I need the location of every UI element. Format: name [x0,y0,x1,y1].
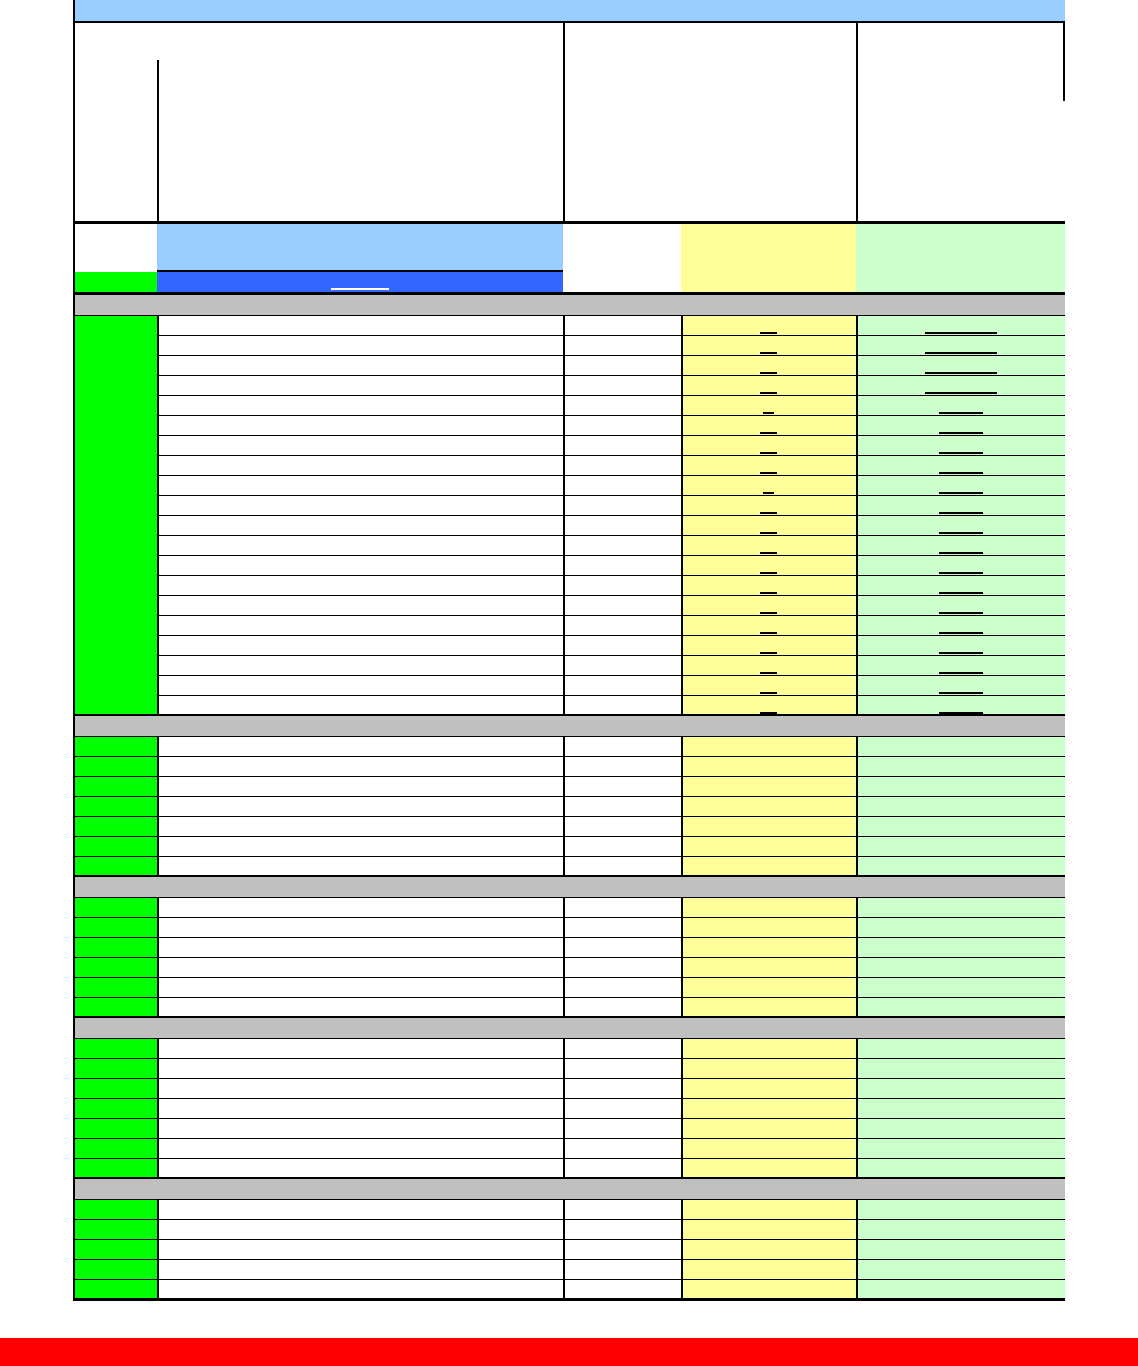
col-sep [856,1200,858,1300]
row-col-e-underline [939,472,983,474]
row-col-e-underline [939,592,983,594]
row-col-d-underline [760,452,777,454]
row-col-d [681,898,856,918]
row-col-d-underline [760,392,777,394]
row-col-e-underline [939,552,983,554]
row-green-cell [73,737,157,757]
col-sep [157,737,159,877]
row-col-c [563,416,681,436]
row-col-e-underline [925,372,997,374]
row-col-d-underline [760,632,777,634]
row-label-cell [157,616,563,636]
row-col-c [563,576,681,596]
row-col-e [856,1240,1065,1260]
row-label-cell [157,576,563,596]
section-header [73,877,1065,898]
subheader-green [73,272,157,293]
row-label-cell [157,1260,563,1280]
row-col-d [681,978,856,998]
col-sep [157,1200,159,1300]
row-col-d [681,1159,856,1179]
row-label-cell [157,1240,563,1260]
row-col-c [563,998,681,1018]
row-label-cell [157,817,563,837]
header-sep-3 [563,23,565,223]
row-col-d [681,1240,856,1260]
row-col-d-underline [760,472,777,474]
outer-bottom-border [73,1298,1065,1301]
row-col-e [856,757,1065,777]
row-col-c [563,376,681,396]
row-col-c [563,436,681,456]
col-sep [563,737,565,877]
sheet-title-bar [73,0,1065,23]
col-sep [681,316,683,716]
row-col-c [563,737,681,757]
row-label-cell [157,1220,563,1240]
row-col-d-underline [760,352,777,354]
row-col-c [563,1260,681,1280]
row-green-cell [73,777,157,797]
header-area [73,23,1065,223]
row-col-c [563,857,681,877]
row-col-d [681,817,856,837]
row-col-c [563,456,681,476]
row-label-cell [157,536,563,556]
subheader-label-underline [331,288,389,290]
header-sep-right [1063,23,1065,101]
row-green-cell [73,1079,157,1099]
row-label-cell [157,1200,563,1220]
subheader-col-c [563,224,681,293]
row-col-c [563,1039,681,1059]
row-col-c [563,596,681,616]
row-green-cell [73,1280,157,1300]
row-label-cell [157,676,563,696]
row-label-cell [157,737,563,757]
row-col-d-underline [760,652,777,654]
row-col-e [856,737,1065,757]
row-col-d [681,1260,856,1280]
row-col-c [563,1079,681,1099]
row-col-c [563,1119,681,1139]
row-col-c [563,636,681,656]
row-col-e-underline [939,632,983,634]
row-col-e-underline [925,332,997,334]
row-col-d-underline [760,512,777,514]
row-col-c [563,1099,681,1119]
col-sep [563,1200,565,1300]
row-col-c [563,817,681,837]
row-green-cell [73,898,157,918]
row-col-d [681,1139,856,1159]
row-col-e-underline [939,672,983,674]
row-green-cell [73,958,157,978]
row-col-e [856,837,1065,857]
row-col-e [856,898,1065,918]
row-col-d [681,918,856,938]
row-col-c [563,1059,681,1079]
row-label-cell [157,596,563,616]
group-green-merged [73,316,157,716]
row-col-d-underline [760,572,777,574]
section-header [73,1179,1065,1200]
col-sep [681,898,683,1018]
row-label-cell [157,356,563,376]
section-header [73,295,1065,316]
row-col-c [563,676,681,696]
row-col-c [563,978,681,998]
col-sep [856,898,858,1018]
row-col-d [681,1220,856,1240]
row-col-e [856,978,1065,998]
row-col-d [681,737,856,757]
row-col-c [563,918,681,938]
col-sep [681,737,683,877]
subheader-label-light [157,224,563,271]
row-col-d-underline [763,492,774,494]
row-col-e-underline [939,612,983,614]
row-col-e-underline [939,572,983,574]
subheader-cell-a [73,224,157,272]
row-col-d-underline [760,612,777,614]
row-label-cell [157,998,563,1018]
subheader-col-e [856,224,1065,293]
row-col-e-underline [925,392,997,394]
row-col-e-underline [939,652,983,654]
row-label-cell [157,1059,563,1079]
row-col-e-underline [939,512,983,514]
row-green-cell [73,1220,157,1240]
col-sep [681,1039,683,1179]
row-label-cell [157,556,563,576]
row-green-cell [73,817,157,837]
row-green-cell [73,1240,157,1260]
row-col-c [563,797,681,817]
row-label-cell [157,1039,563,1059]
row-col-e-underline [939,532,983,534]
row-col-e [856,1139,1065,1159]
row-col-c [563,516,681,536]
col-sep [157,898,159,1018]
row-col-c [563,958,681,978]
row-col-d [681,1039,856,1059]
row-label-cell [157,696,563,716]
row-col-c [563,1240,681,1260]
row-col-e [856,857,1065,877]
row-col-c [563,356,681,376]
row-label-cell [157,958,563,978]
row-label-cell [157,496,563,516]
row-col-d-underline [760,692,777,694]
row-col-c [563,1139,681,1159]
row-col-c [563,476,681,496]
row-col-d-underline [760,372,777,374]
row-col-e [856,918,1065,938]
section-header [73,1018,1065,1039]
row-col-c [563,757,681,777]
row-col-c [563,316,681,336]
row-col-e-underline [939,692,983,694]
row-green-cell [73,757,157,777]
row-col-c [563,336,681,356]
row-label-cell [157,938,563,958]
row-label-cell [157,1139,563,1159]
row-green-cell [73,938,157,958]
row-green-cell [73,1099,157,1119]
row-green-cell [73,1119,157,1139]
row-col-e [856,777,1065,797]
row-label-cell [157,1079,563,1099]
row-col-e-underline [939,412,983,414]
row-col-e [856,1039,1065,1059]
col-sep [856,1039,858,1179]
row-col-c [563,536,681,556]
row-col-e [856,1099,1065,1119]
row-col-e-underline [939,452,983,454]
row-col-d-underline [760,332,777,334]
row-col-e [856,1260,1065,1280]
row-col-d-underline [760,532,777,534]
row-green-cell [73,1159,157,1179]
row-col-e [856,1280,1065,1300]
row-col-c [563,938,681,958]
col-sep [563,1039,565,1179]
row-green-cell [73,797,157,817]
row-col-d-underline [760,672,777,674]
row-col-c [563,556,681,576]
row-col-e-underline [939,492,983,494]
row-col-e [856,998,1065,1018]
row-label-cell [157,316,563,336]
row-label-cell [157,636,563,656]
row-label-cell [157,456,563,476]
row-label-cell [157,857,563,877]
row-green-cell [73,857,157,877]
row-label-cell [157,797,563,817]
row-label-cell [157,757,563,777]
row-col-c [563,656,681,676]
row-col-d [681,1200,856,1220]
row-green-cell [73,978,157,998]
row-label-cell [157,416,563,436]
row-col-c [563,777,681,797]
row-label-cell [157,1119,563,1139]
row-col-d-underline [760,552,777,554]
row-green-cell [73,837,157,857]
row-col-e [856,958,1065,978]
row-col-c [563,1220,681,1240]
row-col-e-underline [925,352,997,354]
col-sep [563,316,565,716]
outer-left-border [73,0,75,1300]
row-label-cell [157,396,563,416]
col-sep [856,316,858,716]
row-col-d-underline [763,412,774,414]
row-col-e [856,1119,1065,1139]
row-green-cell [73,918,157,938]
row-col-d [681,958,856,978]
row-col-c [563,616,681,636]
row-col-d [681,797,856,817]
header-sep-2 [157,60,159,223]
row-label-cell [157,656,563,676]
row-col-c [563,1280,681,1300]
row-col-c [563,396,681,416]
row-col-e [856,1220,1065,1240]
row-label-cell [157,837,563,857]
row-green-cell [73,1139,157,1159]
row-col-e [856,1079,1065,1099]
row-green-cell [73,1260,157,1280]
row-col-e [856,1200,1065,1220]
col-sep [856,737,858,877]
row-label-cell [157,918,563,938]
row-col-c [563,1200,681,1220]
row-col-c [563,696,681,716]
row-col-c [563,837,681,857]
row-label-cell [157,1099,563,1119]
row-label-cell [157,516,563,536]
subheader-col-d [681,224,856,293]
row-col-e [856,797,1065,817]
col-sep [563,898,565,1018]
row-label-cell [157,1280,563,1300]
row-green-cell [73,1200,157,1220]
row-col-d [681,1079,856,1099]
col-sep [157,1039,159,1179]
row-col-e [856,1159,1065,1179]
row-col-d-underline [760,592,777,594]
row-green-cell [73,1059,157,1079]
row-label-cell [157,777,563,797]
col-sep [157,316,159,716]
row-label-cell [157,376,563,396]
row-col-d [681,857,856,877]
row-col-d [681,837,856,857]
row-col-d [681,938,856,958]
row-col-e-underline [939,432,983,434]
row-col-d-underline [760,432,777,434]
row-col-d [681,1099,856,1119]
row-label-cell [157,336,563,356]
row-col-d [681,777,856,797]
row-label-cell [157,436,563,456]
row-green-cell [73,1039,157,1059]
row-col-d [681,757,856,777]
row-green-cell [73,998,157,1018]
row-col-d [681,1280,856,1300]
footer-bar [0,1338,1138,1366]
row-label-cell [157,978,563,998]
row-col-c [563,1159,681,1179]
row-col-d [681,1119,856,1139]
row-label-cell [157,898,563,918]
row-col-e [856,1059,1065,1079]
row-col-d [681,1059,856,1079]
section-header [73,716,1065,737]
col-sep [681,1200,683,1300]
row-col-c [563,898,681,918]
row-col-e [856,938,1065,958]
row-label-cell [157,476,563,496]
row-label-cell [157,1159,563,1179]
row-col-e [856,817,1065,837]
header-sep-5 [856,23,858,223]
row-col-d [681,998,856,1018]
row-col-c [563,496,681,516]
